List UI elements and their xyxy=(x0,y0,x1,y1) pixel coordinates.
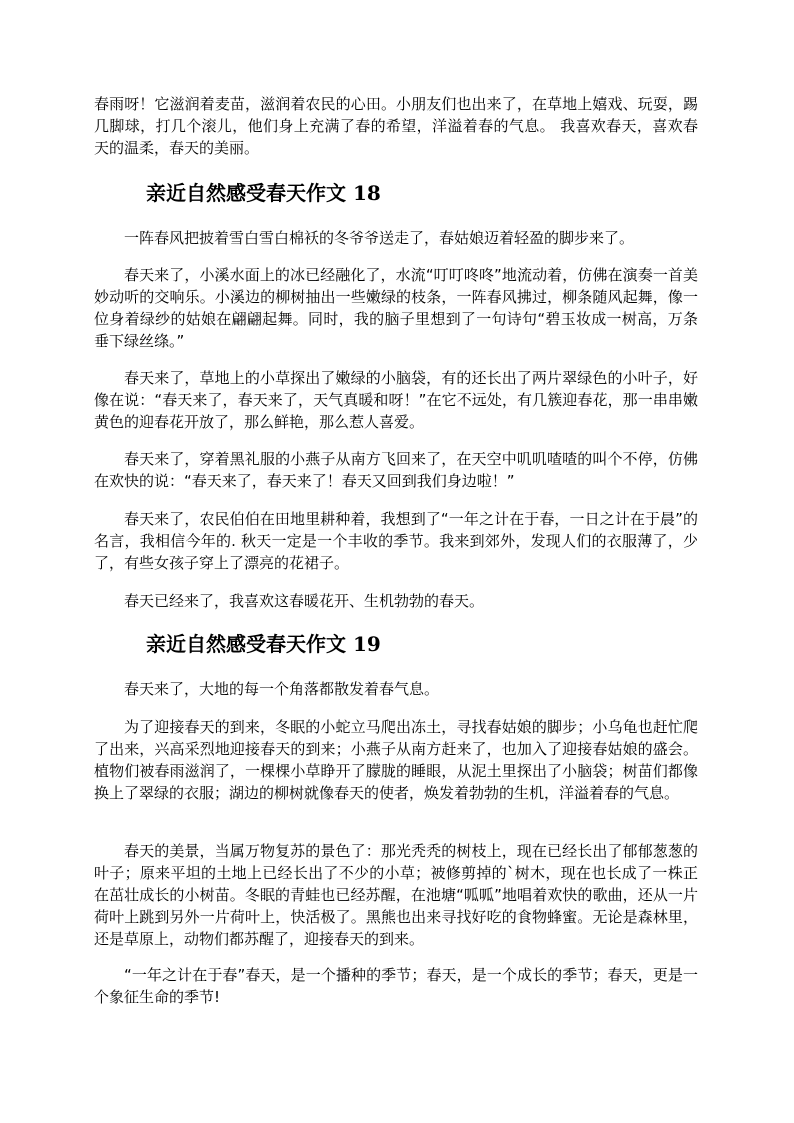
essay-18-paragraph-4: 春天来了，穿着黑礼服的小燕子从南方飞回来了，在天空中叽叽喳喳的叫个不停，仿佛在欢快的说：“春天来了，春天来了！春天又回到我们身边啦！” xyxy=(94,450,698,490)
essay-18-title: 亲近自然感受春天作文 18 xyxy=(146,181,381,205)
essay-18-paragraph-2: 春天来了，小溪水面上的冰已经融化了，水流“叮叮咚咚”地流动着，仿佛在演奏一首美妙动听的交响乐。小溪边的柳树抽出一些嫩绿的枝条，一阵春风拂过，柳条随风起舞，像一位身着绿纱的姑娘在翩翩起舞。同时，我的脑子里想到了一句诗句“碧玉妆成一树高，万条垂下绿丝绦。” xyxy=(94,266,698,350)
essay-19-paragraph-2: 为了迎接春天的到来，冬眠的小蛇立马爬出冻土，寻找春姑娘的脚步；小乌龟也赶忙爬了出来，兴高采烈地迎接春天的到来；小燕子从南方赶来了，也加入了迎接春姑娘的盛会。植物们被春雨滋润了，一棵棵小草睁开了朦胧的睡眼，从泥土里探出了小脑袋；树苗们都像换上了翠绿的衣服；湖边的柳树就像春天的使者，焕发着勃勃的生机，洋溢着春的气息。 xyxy=(94,718,698,802)
essay-19-paragraph-3: 春天的美景，当属万物复苏的景色了：那光秃秃的树枝上，现在已经长出了郁郁葱葱的叶子；原来平坦的土地上已经长出了不少的小草；被修剪掉的`树木，现在也长成了一株正在茁壮成长的小树苗。冬眠的青蛙也已经苏醒，在池塘“呱呱”地唱着欢快的歌曲，还从一片荷叶上跳到另外一片荷叶上，快活极了。黑熊也出来寻找好吃的食物蜂蜜。无论是森林里，还是草原上，动物们都苏醒了，迎接春天的到来。 xyxy=(94,842,698,948)
intro-paragraph: 春雨呀！它滋润着麦苗，滋润着农民的心田。小朋友们也出来了，在草地上嬉戏、玩耍，踢几脚球，打几个滚儿，他们身上充满了春的希望，洋溢着春的气息。 我喜欢春天，喜欢春天的温柔，春天的美丽。 xyxy=(94,95,698,157)
essay-19-paragraph-4: “一年之计在于春”春天，是一个播种的季节；春天，是一个成长的季节；春天，更是一个象征生命的季节! xyxy=(94,966,698,1006)
essay-18-paragraph-5: 春天来了，农民伯伯在田地里耕种着，我想到了“一年之计在于春，一日之计在于晨”的名言，我相信今年的. 秋天一定是一个丰收的季节。我来到郊外，发现人们的衣服薄了，少了，有些女孩子穿上了漂亮的花裙子。 xyxy=(94,510,698,572)
essay-19-paragraph-1: 春天来了，大地的每一个角落都散发着春气息。 xyxy=(124,680,440,698)
essay-18-paragraph-1: 一阵春风把披着雪白雪白棉袄的冬爷爷送走了，春姑娘迈着轻盈的脚步来了。 xyxy=(124,229,635,247)
essay-18-paragraph-3: 春天来了，草地上的小草探出了嫩绿的小脑袋，有的还长出了两片翠绿色的小叶子，好像在说：“春天来了，春天来了，天气真暖和呀！”在它不远处，有几簇迎春花，那一串串嫩黄色的迎春花开放了，那么鲜艳，那么惹人喜爱。 xyxy=(94,369,698,431)
essay-18-paragraph-6: 春天已经来了，我喜欢这春暖花开、生机勃勃的春天。 xyxy=(124,592,485,610)
essay-19-title: 亲近自然感受春天作文 19 xyxy=(146,632,381,656)
